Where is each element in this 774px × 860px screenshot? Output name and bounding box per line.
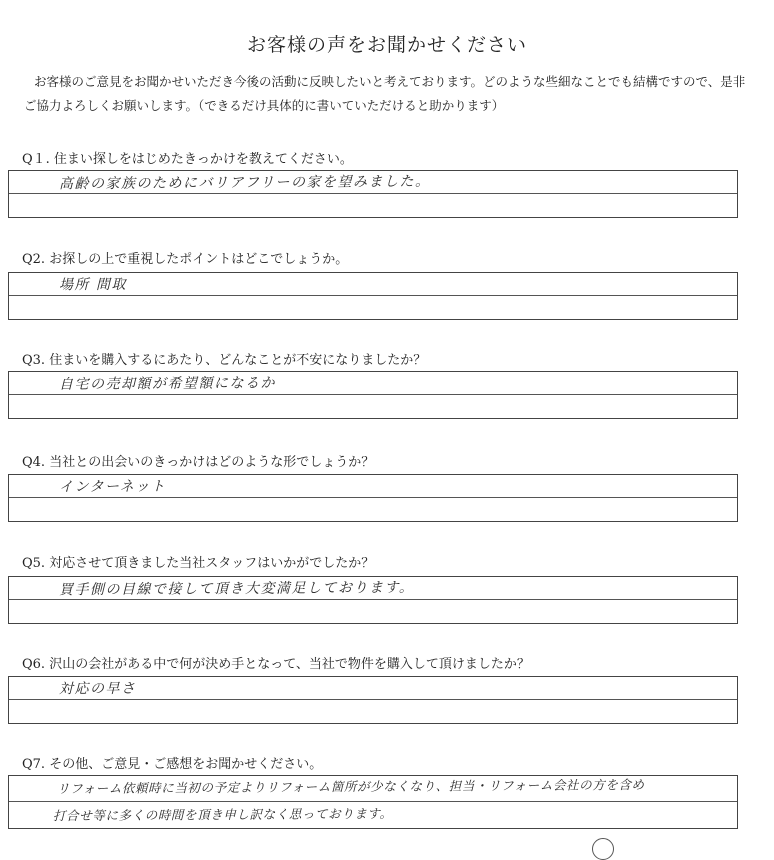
answer-2-text: 場所 間取 xyxy=(58,276,128,294)
answer-line xyxy=(9,801,737,802)
answer-box-5 xyxy=(8,576,738,624)
circle-mark xyxy=(592,838,614,860)
question-1-label: Q１. 住まい探しをはじめたきっかけを教えてください。 xyxy=(22,152,353,167)
answer-5-text: 買手側の目線で接して頂き大変満足しております。 xyxy=(58,579,415,599)
page-title: お客様の声をお聞かせください xyxy=(246,34,527,56)
answer-6-text: 対応の早さ xyxy=(58,680,137,698)
answer-line xyxy=(9,699,737,700)
answer-line xyxy=(9,394,737,395)
answer-7-text-line-1: リフォーム依頼時に当初の予定よりリフォーム箇所が少なくなり、担当・リフォーム会社の方を含め xyxy=(56,776,645,797)
answer-line xyxy=(9,599,737,600)
answer-7-text-line-2: 打合せ等に多くの時間を頂き申し訳なく思っております。 xyxy=(52,805,393,824)
answer-box-3 xyxy=(8,371,738,419)
question-5-label: Q5. 対応させて頂きました当社スタッフはいかがでしたか？ xyxy=(22,556,375,571)
answer-box-2 xyxy=(8,272,738,320)
answer-box-4 xyxy=(8,474,738,522)
answer-line xyxy=(9,295,737,296)
question-3-label: Q3. 住まいを購入するにあたり、どんなことが不安になりましたか？ xyxy=(22,353,427,368)
answer-line xyxy=(9,497,737,498)
question-6-label: Q6. 沢山の会社がある中で何が決め手となって、当社で物件を購入して頂けましたか？ xyxy=(22,657,530,672)
answer-line xyxy=(9,193,737,194)
question-4-label: Q4. 当社との出会いのきっかけはどのような形でしょうか？ xyxy=(22,455,375,470)
question-2-label: Q2. お探しの上で重視したポイントはどこでしょうか。 xyxy=(22,252,349,267)
answer-4-text: インターネット xyxy=(58,478,167,496)
answer-box-6 xyxy=(8,676,738,724)
question-7-label: Q7. その他、ご意見・ご感想をお聞かせください。 xyxy=(22,757,323,772)
intro-text: お客様のご意見をお聞かせいただき今後の活動に反映したいと考えております。どのような些細なことでも結構ですので、是非ご協力よろしくお願いします。（できるだけ具体的に書いていただけると助かります） xyxy=(24,74,746,113)
answer-3-text: 自宅の売却額が希望額になるか xyxy=(58,375,277,393)
answer-1-text: 高齢の家族のためにバリアフリーの家を望みました。 xyxy=(58,173,431,193)
answer-box-7 xyxy=(8,775,738,829)
answer-box-1 xyxy=(8,170,738,218)
